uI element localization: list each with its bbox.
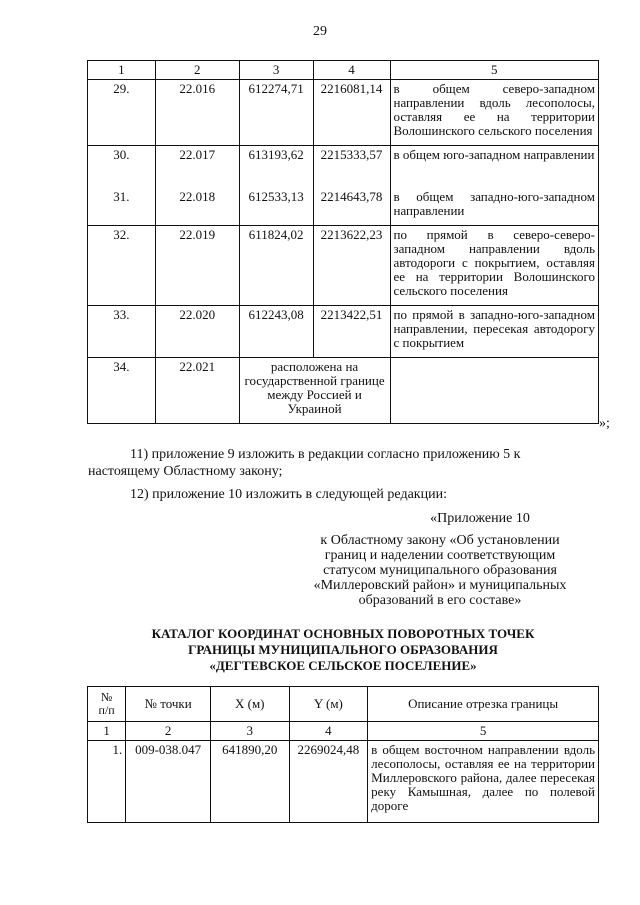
coordinates-table-continued: [87, 60, 599, 424]
column-number: 4: [289, 722, 368, 741]
catalog-heading: [88, 626, 598, 674]
point-number: 009-038.047: [126, 741, 211, 823]
point-number: 22.017: [155, 146, 239, 188]
column-number: 1: [88, 61, 156, 80]
empty-description: [390, 358, 599, 424]
header-row-number: [88, 687, 126, 722]
point-number: 22.019: [155, 226, 239, 306]
column-number: 3: [239, 61, 313, 80]
appendix-line: образований в его составе»: [358, 593, 522, 608]
header-description: Описание отрезка границы: [368, 687, 599, 722]
segment-description: в общем северо-западном направлении вдоль лесополосы, оставляя ее на территории Волошинского сельского поселения: [390, 80, 599, 146]
paragraph-12: 12) приложение 10 изложить в следующей редакции:: [130, 487, 447, 502]
row-index: 1.: [88, 741, 126, 823]
appendix-caption: [280, 533, 600, 608]
column-number: 1: [88, 722, 126, 741]
segment-description: в общем западно-юго-западном направлении: [390, 188, 599, 226]
catalog-heading-line: КАТАЛОГ КООРДИНАТ ОСНОВНЫХ ПОВОРОТНЫХ ТОЧЕК: [151, 626, 535, 641]
table-row: [88, 226, 599, 306]
y-coordinate: 2214643,78: [313, 188, 390, 226]
table-row: [88, 306, 599, 358]
page-number: 29: [313, 24, 327, 39]
x-coordinate: 612274,71: [239, 80, 313, 146]
header-x: X (м): [210, 687, 289, 722]
appendix-line: «Миллеровский район» и муниципальных: [313, 578, 567, 593]
table-row: [88, 188, 599, 226]
column-number: 5: [368, 722, 599, 741]
row-index: 31.: [88, 188, 156, 226]
row-index: 33.: [88, 306, 156, 358]
x-coordinate: 612533,13: [239, 188, 313, 226]
segment-description: в общем восточном направлении вдоль лесополосы, оставляя ее на территории Миллеровского района, далее пересекая реку Камышная, далее по полевой дороге: [368, 741, 599, 823]
point-number: 22.018: [155, 188, 239, 226]
catalog-heading-line: «ДЕГТЕВСКОЕ СЕЛЬСКОЕ ПОСЕЛЕНИЕ»: [209, 658, 477, 673]
x-coordinate: 611824,02: [239, 226, 313, 306]
y-coordinate: 2213622,23: [313, 226, 390, 306]
closing-quote-mark: »;: [599, 416, 610, 431]
row-index: 34.: [88, 358, 156, 424]
appendix-title: «Приложение 10: [430, 511, 530, 526]
column-number: 2: [155, 61, 239, 80]
segment-description: по прямой в западно-юго-западном направлении, пересекая автодорогу с покрытием: [390, 306, 599, 358]
header-text: п/п: [98, 703, 115, 717]
column-number: 5: [390, 61, 599, 80]
column-number: 4: [313, 61, 390, 80]
paragraph-11-continuation: настоящему Областному закону;: [88, 464, 283, 479]
y-coordinate: 2216081,14: [313, 80, 390, 146]
appendix-line: статусом муниципального образования: [323, 563, 557, 578]
appendix-line: к Областному закону «Об установлении: [320, 533, 560, 548]
header-y: Y (м): [289, 687, 368, 722]
table-header-row: [88, 687, 599, 722]
table-row: [88, 358, 599, 424]
y-coordinate: 2213422,51: [313, 306, 390, 358]
row-index: 32.: [88, 226, 156, 306]
point-number: 22.021: [155, 358, 239, 424]
row-index: 29.: [88, 80, 156, 146]
paragraph-11: 11) приложение 9 изложить в редакции согласно приложению 5 к: [130, 447, 521, 462]
border-note: расположена на государственной границе между Россией и Украиной: [239, 358, 390, 424]
table-row: [88, 80, 599, 146]
y-coordinate: 2269024,48: [289, 741, 368, 823]
segment-description: в общем юго-западном направлении: [390, 146, 599, 188]
table-row: [88, 146, 599, 188]
column-number: 2: [126, 722, 211, 741]
catalog-coordinates-table: [87, 686, 599, 823]
point-number: 22.016: [155, 80, 239, 146]
x-coordinate: 641890,20: [210, 741, 289, 823]
column-number: 3: [210, 722, 289, 741]
catalog-heading-line: ГРАНИЦЫ МУНИЦИПАЛЬНОГО ОБРАЗОВАНИЯ: [188, 642, 498, 657]
x-coordinate: 613193,62: [239, 146, 313, 188]
point-number: 22.020: [155, 306, 239, 358]
header-point-number: № точки: [126, 687, 211, 722]
table-column-numbers: [88, 61, 599, 80]
segment-description: по прямой в северо-северо-западном направлении вдоль автодороги с покрытием, оставляя ее на территории Волошинского сельского поселения: [390, 226, 599, 306]
y-coordinate: 2215333,57: [313, 146, 390, 188]
appendix-line: границ и наделении соответствующим: [324, 548, 556, 563]
table-row: [88, 741, 599, 823]
row-index: 30.: [88, 146, 156, 188]
header-text: №: [100, 690, 113, 704]
table-column-numbers: [88, 722, 599, 741]
x-coordinate: 612243,08: [239, 306, 313, 358]
